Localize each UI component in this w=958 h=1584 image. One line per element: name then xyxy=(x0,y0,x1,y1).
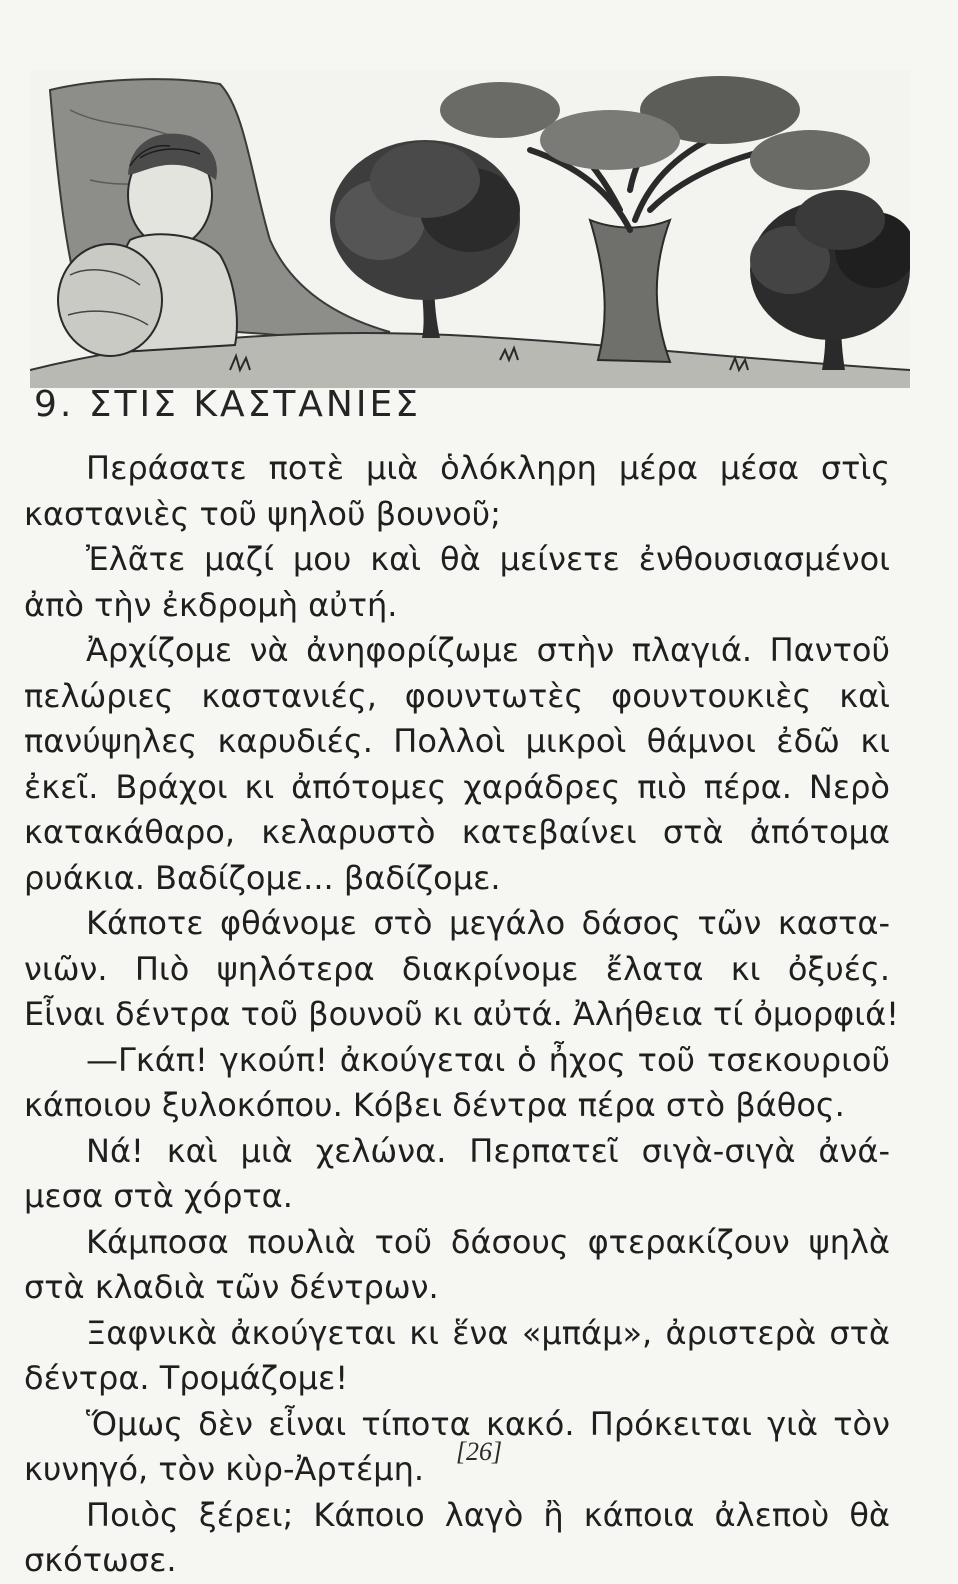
paragraph-line: κατακάθαρο, κελαρυστὸ κατεβαίνει στὰ ἀπότομα xyxy=(24,813,890,851)
body-text xyxy=(24,446,899,1584)
forest-illustration xyxy=(30,70,910,388)
paragraph-line: Ἐλᾶτε μαζί μου καὶ θὰ μείνετε ἐνθουσιασμένοι xyxy=(86,540,890,578)
paragraph-line: πανύψηλες καρυδιές. Πολλοὶ μικροὶ θάμνοι ἐδῶ κι xyxy=(24,722,890,760)
paragraph-line: πελώριες καστανιές, φουντωτὲς φουντουκιὲς καὶ xyxy=(24,676,890,715)
paragraph-line: Ἀρχίζομε νὰ ἀνηφορίζωμε στὴν πλαγιά. Παντοῦ xyxy=(86,631,890,669)
paragraph-line: ἐκεῖ. Βράχοι κι ἀπότομες χαράδρες πιὸ πέρα. Νερὸ xyxy=(24,767,890,806)
chapter-title: 9. ΣΤΙΣ ΚΑΣΤΑΝΙΕΣ xyxy=(34,384,421,425)
paragraph-line: κάποιου ξυλοκόπου. Κόβει δέντρα πέρα στὸ βάθος. xyxy=(24,1086,845,1124)
paragraph-line: ἀπὸ τὴν ἐκδρομὴ αὐτή. xyxy=(24,585,398,624)
paragraph-line: νιῶν. Πιὸ ψηλότερα διακρίνομε ἔλατα κι ὀξυές. xyxy=(24,949,890,988)
paragraph-line: μεσα στὰ χόρτα. xyxy=(24,1177,293,1215)
paragraph-line: στὰ κλαδιὰ τῶν δέντρων. xyxy=(24,1268,439,1306)
paragraph-line: Περάσατε ποτὲ μιὰ ὁλόκληρη μέρα μέσα στὶς xyxy=(86,449,890,487)
paragraph-line: σκότωσε. xyxy=(24,1541,177,1579)
paragraph-line: Κάποτε φθάνομε στὸ μεγάλο δάσος τῶν καστα- xyxy=(86,904,890,942)
page-number: [26] xyxy=(455,1437,503,1466)
paragraph-line: Εἶναι δέντρα τοῦ βουνοῦ κι αὐτά. Ἀλήθεια τί ὀμορφιά! xyxy=(24,995,899,1033)
paragraph-line: Ὅμως δὲν εἶναι τίποτα κακό. Πρόκειται γιὰ τὸν xyxy=(86,1404,890,1443)
paragraph-line: Κάμποσα πουλιὰ τοῦ δάσους φτερακίζουν ψηλὰ xyxy=(86,1222,890,1261)
paragraph-line: ρυάκια. Βαδίζομε... βαδίζομε. xyxy=(24,858,501,897)
paragraph-line: Ποιὸς ξέρει; Κάποιο λαγὸ ἢ κάποια ἀλεποὺ θὰ xyxy=(86,1495,890,1534)
paragraph-line: Νά! καὶ μιὰ χελώνα. Περπατεῖ σιγὰ-σιγὰ ἀνά- xyxy=(86,1131,890,1170)
paragraph-line: δέντρα. Τρομάζομε! xyxy=(24,1359,349,1397)
paragraph-line: κυνηγό, τὸν κὺρ-Ἀρτέμη. xyxy=(24,1450,425,1488)
paragraph-line: Ξαφνικὰ ἀκούγεται κι ἕνα «μπάμ», ἀριστερὰ στὰ xyxy=(86,1313,890,1352)
paragraph-line: —Γκάπ! γκούπ! ἀκούγεται ὁ ἦχος τοῦ τσεκουριοῦ xyxy=(86,1040,890,1079)
paragraph-line: καστανιὲς τοῦ ψηλοῦ βουνοῦ; xyxy=(24,494,501,533)
